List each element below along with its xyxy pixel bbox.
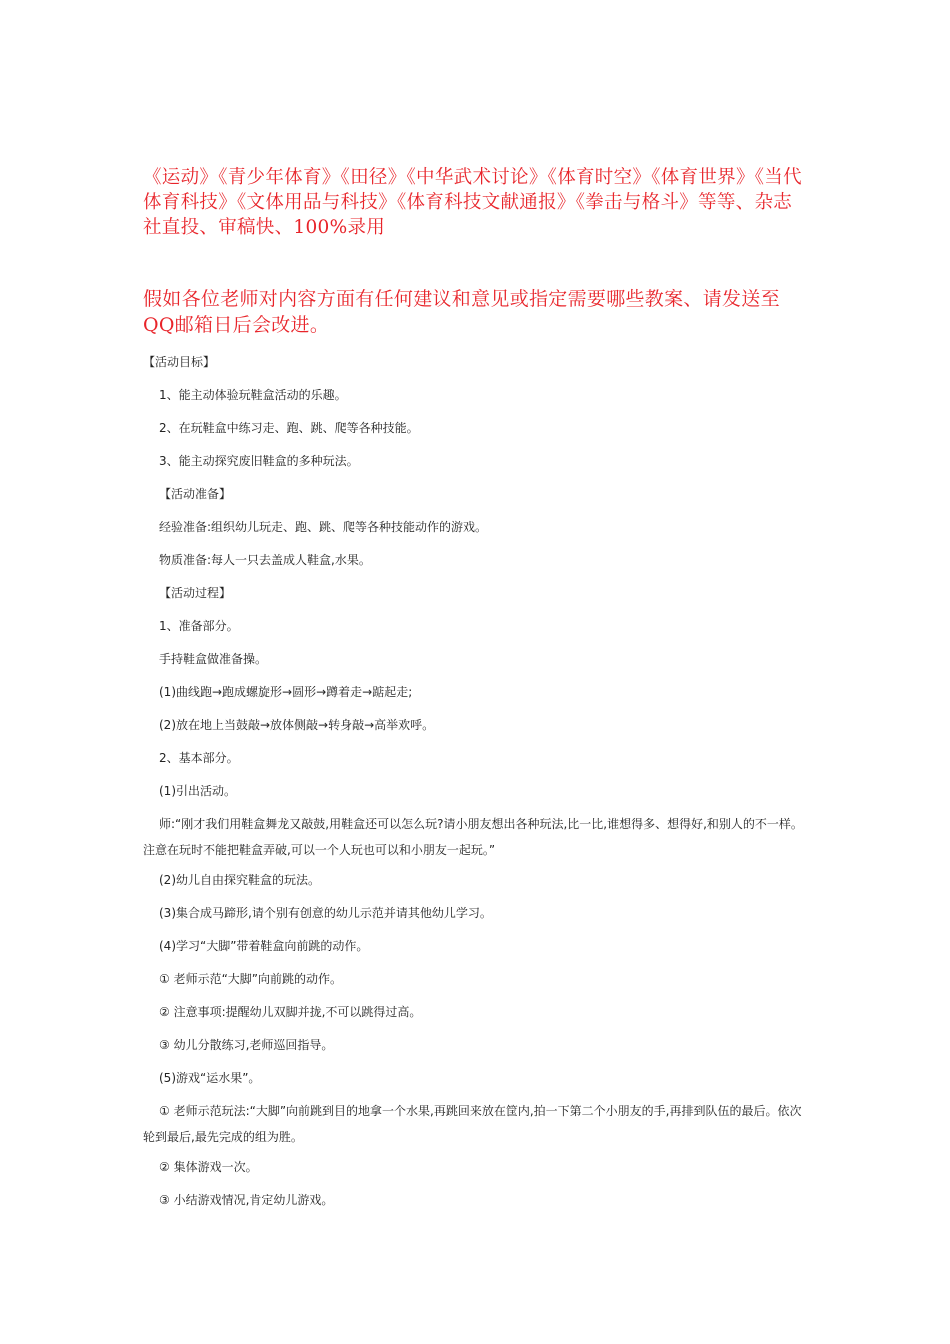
feedback-notice: 假如各位老师对内容方面有任何建议和意见或指定需要哪些教案、请发送至QQ邮箱日后会改进。 <box>143 288 780 336</box>
goal-heading: 【活动目标】 <box>143 355 216 369</box>
step-item: ② 注意事项:提醒幼儿双脚并拢,不可以跳得过高。 <box>159 1005 422 1019</box>
prep-heading: 【活动准备】 <box>159 487 232 501</box>
goal-item: 3、能主动探究废旧鞋盒的多种玩法。 <box>159 454 359 468</box>
step-item: (2)幼儿自由探究鞋盒的玩法。 <box>159 873 320 887</box>
prep-item: 经验准备:组织幼儿玩走、跑、跳、爬等各种技能动作的游戏。 <box>159 520 488 534</box>
process-item: 手持鞋盒做准备操。 <box>159 652 268 666</box>
document-page <box>143 165 803 1223</box>
goal-item: 1、能主动体验玩鞋盒活动的乐趣。 <box>159 388 347 402</box>
process-item: (1)曲线跑→跑成螺旋形→圆形→蹲着走→踮起走; <box>159 685 413 699</box>
step-item: (3)集合成马蹄形,请个别有创意的幼儿示范并请其他幼儿学习。 <box>159 906 492 920</box>
teacher-quote: 师:“刚才我们用鞋盒舞龙又敲鼓,用鞋盒还可以怎么玩?请小朋友想出各种玩法,比一比,谁想得多、想得好,和别人的不一样。注意在玩时不能把鞋盒弄破,可以一个人玩也可以和小朋友一起玩。” <box>143 817 803 857</box>
process-item: 2、基本部分。 <box>159 751 239 765</box>
process-item: 1、准备部分。 <box>159 619 239 633</box>
process-item: (1)引出活动。 <box>159 784 236 798</box>
journal-list: 《运动》《青少年体育》《田径》《中华武术讨论》《体育时空》《体育世界》《当代体育科技》《文体用品与科技》《体育科技文献通报》《拳击与格斗》等等、杂志社直投、审稿快、100%录用 <box>143 167 802 238</box>
step-item: ① 老师示范“大脚”向前跳的动作。 <box>159 972 343 986</box>
goal-item: 2、在玩鞋盒中练习走、跑、跳、爬等各种技能。 <box>159 421 419 435</box>
step-item: ③ 幼儿分散练习,老师巡回指导。 <box>159 1038 334 1052</box>
process-heading: 【活动过程】 <box>159 586 232 600</box>
game-demo: ① 老师示范玩法:“大脚”向前跳到目的地拿一个水果,再跳回来放在筐内,拍一下第二个小朋友的手,再排到队伍的最后。依次轮到最后,最先完成的组为胜。 <box>143 1104 802 1144</box>
step-item: (4)学习“大脚”带着鞋盒向前跳的动作。 <box>159 939 369 953</box>
step-item: (5)游戏“运水果”。 <box>159 1071 261 1085</box>
final-step-item: ③ 小结游戏情况,肯定幼儿游戏。 <box>159 1193 334 1207</box>
process-item: (2)放在地上当鼓敲→放体侧敲→转身敲→高举欢呼。 <box>159 718 435 732</box>
prep-item: 物质准备:每人一只去盖成人鞋盒,水果。 <box>159 553 371 567</box>
lesson-body <box>143 352 803 1211</box>
final-step-item: ② 集体游戏一次。 <box>159 1160 258 1174</box>
